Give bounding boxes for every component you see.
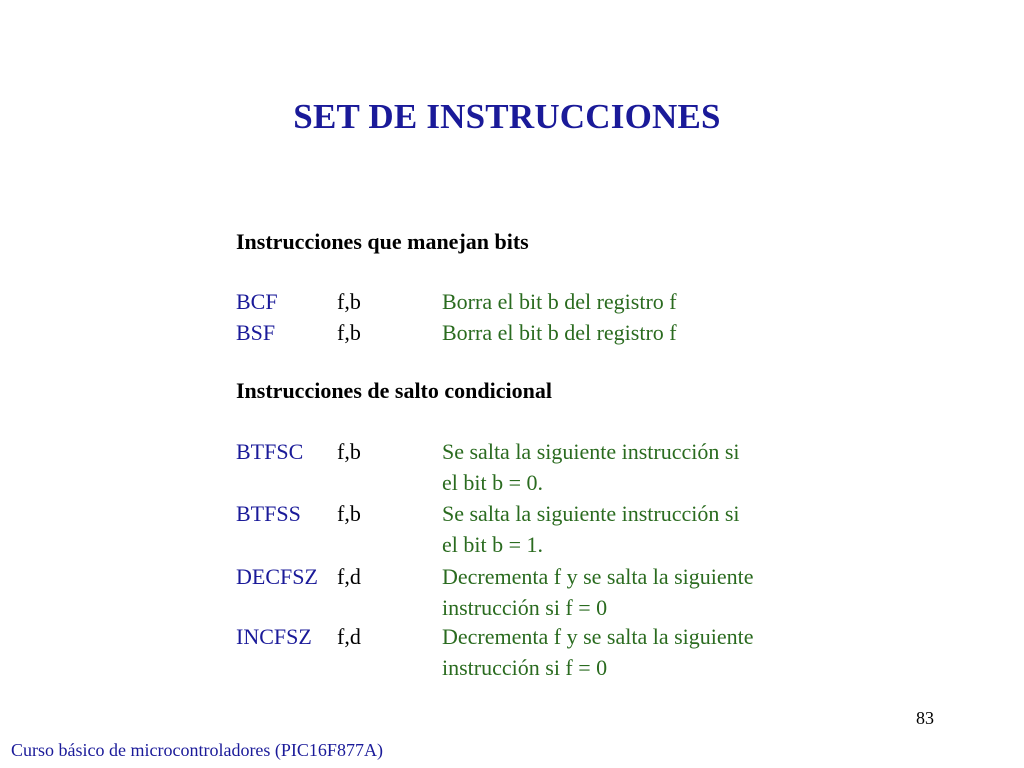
description-line: Se salta la siguiente instrucción si: [442, 439, 740, 464]
footer-course-title: Curso básico de microcontroladores (PIC16F877A): [11, 740, 383, 760]
instruction-operands: f,b: [337, 289, 361, 314]
instruction-description: [442, 286, 677, 317]
instruction-operands: f,d: [337, 564, 361, 589]
description-line: instrucción si f = 0: [442, 595, 608, 620]
instruction-mnemonic: INCFSZ: [236, 624, 312, 649]
description-line: instrucción si f = 0: [442, 655, 608, 680]
instruction-operands: f,b: [337, 439, 361, 464]
section-heading-conditional-skip: Instrucciones de salto condicional: [236, 378, 552, 403]
slide-title: SET DE INSTRUCCIONES: [293, 97, 721, 136]
instruction-operands: f,b: [337, 320, 361, 345]
instruction-mnemonic: BTFSS: [236, 501, 301, 526]
instruction-operands: f,b: [337, 501, 361, 526]
description-line: el bit b = 0.: [442, 470, 544, 495]
description-line: Decrementa f y se salta la siguiente: [442, 624, 754, 649]
instruction-operands: f,d: [337, 624, 361, 649]
instruction-mnemonic: BTFSC: [236, 439, 304, 464]
description-line: Borra el bit b del registro f: [442, 289, 677, 314]
description-line: Decrementa f y se salta la siguiente: [442, 564, 754, 589]
page-number: 83: [916, 708, 934, 728]
section-heading-bits: Instrucciones que manejan bits: [236, 229, 529, 254]
instruction-mnemonic: BSF: [236, 320, 276, 345]
instruction-description: [442, 621, 754, 683]
description-line: Borra el bit b del registro f: [442, 320, 677, 345]
instruction-description: [442, 436, 740, 498]
instruction-description: [442, 498, 740, 560]
instruction-mnemonic: DECFSZ: [236, 564, 318, 589]
instruction-mnemonic: BCF: [236, 289, 278, 314]
instruction-description: [442, 317, 677, 348]
description-line: Se salta la siguiente instrucción si: [442, 501, 740, 526]
description-line: el bit b = 1.: [442, 532, 544, 557]
instruction-description: [442, 561, 754, 623]
